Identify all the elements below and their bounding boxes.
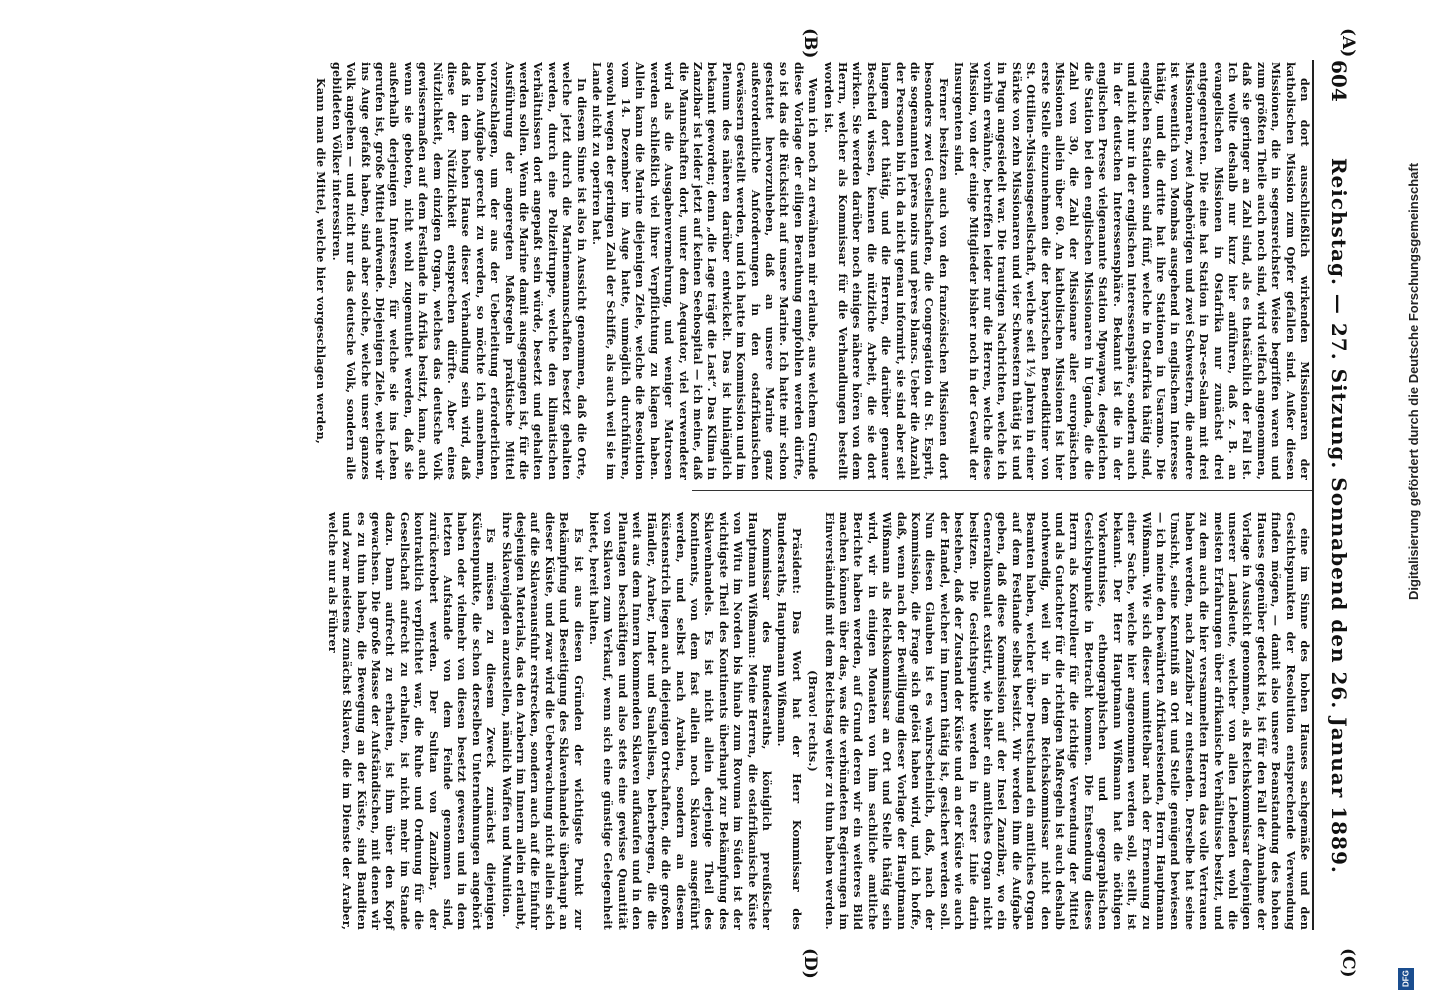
page-header xyxy=(1320,60,1358,930)
paragraph: Es müssen zu diesem Zweck zunächst diejenigen Küstenpunkte, die schon derselben Unternehmungen angehört haben oder vielmehr von diesen besetzt gewesen und in dem letzten Aufstande von dem Feinde genommen sind, zurückerobert werden. Der Sultan von Zanzibar, der kontraktlich verpflichtet war, die Ruhe und Ordnung für die Gesellschaft aufrecht zu erhalten, ist nicht mehr im Stande dazu. Dann aufrecht zu erhalten, ist ihm über den Kopf gewachsen. Die große Masse der Aufständischen, mit denen wir es zu thun haben, die Bewegung an der Küste, sind Banditen und zwar meistens zunächst Sklaven, die im Dienste der Araber, welche nur als Führer xyxy=(325,512,499,930)
paragraph: Ferner besitzen auch von den französischen Missionen dort besonders zwei Gesellschaften, die Congregation du St. Esprit, die sogenannten pères noirs und pères blancs. Ueber die Anzahl der Personen bin ich da nicht genau informirt, sie sind aber seit langem dort thätig, und die Herren, die darüber genauer Bescheid wissen, kennen die nützliche Arbeit, die sie dort wirken. Sie werden darüber noch einiges nähere hören von dem Herrn, welcher als Kommissar für die Verhandlungen bestellt worden ist. xyxy=(821,62,951,480)
margin-letter-a: (A) xyxy=(1338,28,1358,58)
margin-letter-c: (C) xyxy=(1338,948,1358,978)
dfg-logo-icon: DFG xyxy=(1398,968,1414,990)
digitization-credit: Digitalisierung gefördert durch die Deutsche Forschungsgemeinschaft xyxy=(1406,162,1421,600)
paragraph: Wenn ich noch zu erwähnen mir erlaube, aus welchem Grunde diese Vorlage der eiligen Berathung empfohlen werden dürfte, so ist das die Rücksicht auf unsere Marine. Ich hatte mir schon gestattet hervorzuheben, daß an unsere Marine ganz außerordentliche Anforderungen in den ostafrikanischen Gewässern gestellt werden, und ich hatte im Kommission und im Plenum des näheren darüber entwickelt. Das ist hinlänglich bekannt geworden; denn „die Lage trägt die Last“. Das Klima in Zanzibar ist leider jetzt auf keinen Seehospital — ich meine, daß die Mannschaften dort, unter dem Aequator, viel verwendeter wird als die Ausgabenvermehrung, und weniger Matrosen werden schließlich viel ihrer Verpflichtung zu klagen haben. Allein kann die Marine diejenigen Ziele, welche die Resolution vom 14. Dezember im Auge hatte, unmöglich durchführen, sowohl wegen der geringen Zahl der Schiffe, als auch weil sie im Lande nicht zu operiren hat. xyxy=(590,62,821,480)
paragraph: eine im Sinne des hohen Hauses sachgemäße und den Gesichtspunkten der Resolution entsprechende Verwendung finden mögen, — damit also unsere Beanstandung des hohen Hauses gegenüber gedeckt ist, ist für den Fall der Annahme der Vorlage in Aussicht genommen, als Reichskommissar denjenigen unserer Landsleute, welcher von allen Lebenden wohl die meisten Erfahrungen über afrikanische Verhältnisse besitzt, und zu dem auch die hier versammelten Herren das volle Vertrauen haben werden, nach Zanzibar zu entsenden. Derselbe hat seine Umsicht, seine Kenntniß an Ort und Stelle genügend bewiesen — ich meine den bewährten Afrikareisenden, Herrn Hauptmann Wißmann. Wie sich dieser unmittelbar nach der Ernennung zu einer Sache, welche hier angenommen werden soll, stellt, ist bekannt. Der Herr Hauptmann Wißmann hat die nöthigen Vorkenntnisse, ethnographischen und geographischen Gesichtspunkte in Betracht kommen. Die Entsendung dieses Herrn als Kontrolleur für die richtige Verwendung der Mittel und als Gutachter für die richtigen Maßregeln ist auch deshalb nothwendig, weil wir in dem Reichskommissar nicht den Beamten haben, welcher über Deutschland ein amtliches Organ auf dem Festlande selbst besitzt. Wir werden ihm die Aufgabe geben, daß diese Kommission auf der Insel Zanzibar, wo ein Generalkonsulat existirt, wie bisher ein amtliches Organ nicht besitzen. Die Gesichtspunkte werden in erster Linie darin bestehen, daß der Zustand der Küste und an der Küste wie auch der Handel, welcher im Innern thätig ist, gesichert werden soll. Nun diesen Glauben ist es wahrscheinlich, daß, nach der Kommission, die Frage sich gelöst haben wird, und ich hoffe, daß, wenn nach der Bewilligung dieser Vorlage der Hauptmann Wißmann als Reichskommissar an Ort und Stelle thätig sein wird, wir in einigen Monaten von ihm sachliche amtliche Berichte haben werden, auf Grund deren wir ein weiteres Bild machen können über das, was die verbündeten Regierungen im Einverständniß mit dem Reichstag weiter zu thun haben werden. xyxy=(822,512,1312,930)
right-text-column xyxy=(325,512,1312,930)
column-divider xyxy=(692,490,1312,491)
header-rule xyxy=(1312,60,1314,930)
paragraph: Es ist aus diesen Gründen der wichtigste Punkt zur Bekämpfung und Beseitigung des Sklavenhandels überhaupt an dieser Küste, und zwar wird die Ueberwachung nicht allein sich auf die Sklavenausfuhr erstrecken, sondern auch auf die Einfuhr desjenigen Materials, das den Arabern im Innern allein erlaubt, ihre Sklavenjagden anzustellen, nämlich Waffen und Munition. xyxy=(499,512,586,930)
margin-letter-d: (D) xyxy=(800,948,820,979)
digitization-footer xyxy=(1380,0,1432,1000)
page-title: Reichstag. — 27. Sitzung. Sonnabend den 26. Januar 1889. xyxy=(1327,157,1351,874)
applause-note: (Bravo! rechts.) xyxy=(806,670,821,772)
page-number: 604 xyxy=(1327,60,1351,102)
margin-letter-b: (B) xyxy=(800,28,820,59)
paragraph: Präsident: Das Wort hat der Herr Kommissar des Bundesraths, Hauptmann Wißmann. xyxy=(775,512,804,930)
paragraph: Kann man die Mittel, welche hier vorgeschlagen werden, xyxy=(314,78,329,444)
paragraph: In diesem Sinne ist also in Aussicht genommen, daß die Orte, welche jetzt durch die Marinemannschaften besetzt gehalten werden, durch eine Polizeitruppe, welche den klimatischen Verhältnissen dort angepaßt sein würde, besetzt und gehalten werden sollen. Wenn die Marine damit ausgegangen ist, für die Ausführung der angeregten Maßregeln praktische Mittel vorzuschlagen, um der aus der Ueberleitung erforderlichen hohen Aufgabe gerecht zu werden, so möchte ich annehmen, daß in dem hohen Hause dieser Verhandlung sein wird, daß diese der Nützlichkeit entsprechen dürfte. Aber eines Nützlichkeit, dem einzigen Organ, welches das deutsche Volk gewissermaßen auf dem Festlande in Afrika besitzt, kann, auch wenn sie geboten, nicht wohl zugemuthet werden, daß sie außerhalb derjenigen Interessen, für welche sie ins Leben gerufen ist, große Mittel aufwende. Diejenigen Ziele, welche wir ins Auge gefaßt haben, sind aber solche, welche unser ganzes Volk angehen — und nicht nur das deutsche Volk, sondern alle gebildeten Völker interessiren. xyxy=(329,62,589,480)
paragraph: den dort ausschließlich wirkenden Missionaren der katholischen Mission zum Opfer gefallen sind. Außer diesen Missionen, die in segensreichster Weise begriffen waren und zum größten Theile auch noch sind, wird vielfach angenommen, daß sie geringer an Zahl sind, als es thatsächlich der Fall ist. Ich wollte deshalb nur kurz hier anführen, daß z. B. an evangelischen Missionen in Ostafrika nur zunächst drei entgegentreten. Die eine hat Station in Dar-es-Salam mit drei Missionaren, zwei Angehörigen und zwei Schwestern, die andere ist wesentlich von Mombas ausgehend in englischem Interesse thätig, und die dritte hat ihre Stationen in Usaramo. Die englischen Stationen sind fünf, welche in Ostafrika thätig sind, und nicht nur in der englischen Interessensphäre, sondern auch in der deutschen Interessensphäre. Bekannt ist die in der englischen Presse vielgenannte Station Mpwapwa, desgleichen die Station bei den englischen Missionaren in Uganda, die die Zahl von 30, die Zahl der Missionare aller europäischen Missionen allein über 60. An katholischen Missionen ist hier erste Stelle einzunehmen die der bayrischen Benediktiner von St. Ottilien-Missionsgesellschaft, welche seit 1½ Jahren in einer Stärke von zehn Missionaren und vier Schwestern thätig ist und in Pugu angesiedelt war. Die traurigen Nachrichten, welche ich vorhin erwähnte, betreffen leider nur die Herren, welche diese Mission, von der einige Mitglieder bisher noch in der Gewalt der Insurgenten sind. xyxy=(952,62,1312,480)
paragraph: Kommissar des Bundesraths, königlich preußischer Hauptmann Wißmann: Meine Herren, die ostafrikanische Küste von Witu im Norden bis hinab zum Rovuma im Süden ist der wichtigste Theil des Kontinents überhaupt zur Bekämpfung des Sklavenhandels. Es ist nicht allein derjenige Theil des Kontinents, von dem fast allein noch Sklaven ausgeführt werden, und selbst nach Arabien, sondern an diesem Küstenstrich liegen auch diejenigen Ortschaften, die die großen Händler, Araber, Inder und Suahelisen, beherbergen, die die weit aus dem Innern kommenden Sklaven aufkaufen und in den Plantagen beschäftigen und also stets eine gewisse Quantität von Sklaven zum Verkauf, wenn sich eine günstige Gelegenheit bietet, bereit halten. xyxy=(587,512,774,930)
left-text-column xyxy=(314,62,1312,480)
